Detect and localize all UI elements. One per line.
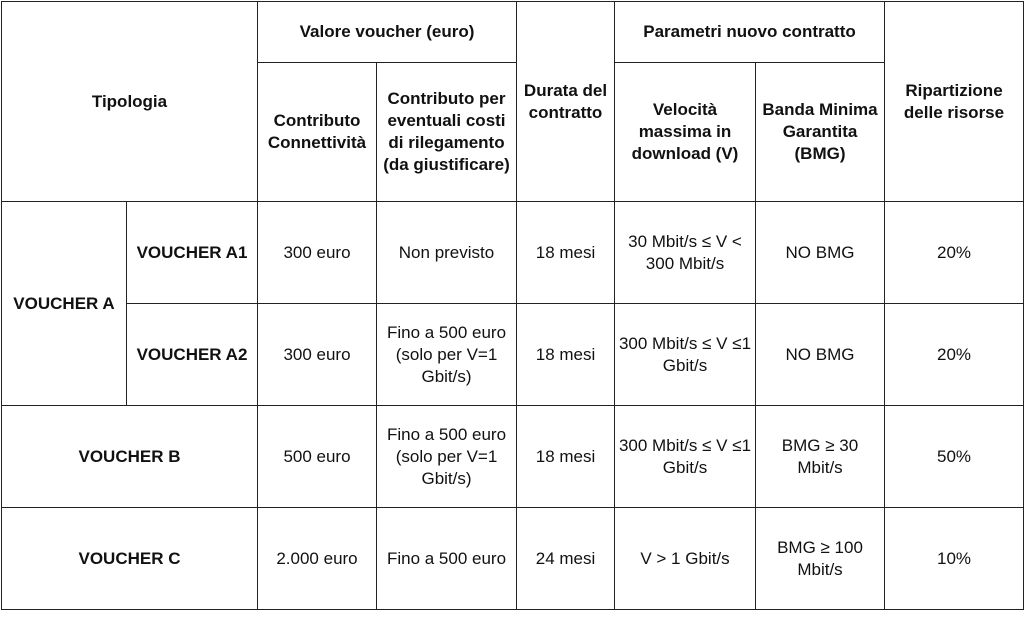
header-contributo-rilegamento: Contributo per eventuali costi di rilegamento (da giustificare) [377,63,517,202]
row-velocita: 300 Mbit/s ≤ V ≤1 Gbit/s [615,304,756,406]
row-ripartizione: 20% [885,304,1024,406]
voucher-table [1,1,1024,610]
voucher-a-label: VOUCHER A [2,202,127,406]
row-durata: 18 mesi [517,304,615,406]
header-banda: Banda Minima Garantita (BMG) [756,63,885,202]
row-durata: 24 mesi [517,508,615,610]
row-velocita: 300 Mbit/s ≤ V ≤1 Gbit/s [615,406,756,508]
row-durata: 18 mesi [517,202,615,304]
row-tipologia: VOUCHER B [2,406,258,508]
header-contributo-connettivita: Contributo Connettività [258,63,377,202]
header-tipologia: Tipologia [2,2,258,202]
row-contributo: 300 euro [258,202,377,304]
row-rilegamento: Fino a 500 euro (solo per V=1 Gbit/s) [377,304,517,406]
header-velocita: Velocità massima in download (V) [615,63,756,202]
row-bmg: BMG ≥ 100 Mbit/s [756,508,885,610]
row-contributo: 500 euro [258,406,377,508]
table-row [2,508,1024,610]
row-bmg: NO BMG [756,304,885,406]
row-velocita: 30 Mbit/s ≤ V < 300 Mbit/s [615,202,756,304]
header-parametri: Parametri nuovo contratto [615,2,885,63]
row-ripartizione: 50% [885,406,1024,508]
row-ripartizione: 20% [885,202,1024,304]
row-rilegamento: Non previsto [377,202,517,304]
table-row [2,304,1024,406]
row-tipologia: VOUCHER A1 [127,202,258,304]
header-valore-voucher: Valore voucher (euro) [258,2,517,63]
row-contributo: 300 euro [258,304,377,406]
table-row [2,202,1024,304]
row-rilegamento: Fino a 500 euro (solo per V=1 Gbit/s) [377,406,517,508]
row-tipologia: VOUCHER C [2,508,258,610]
row-velocita: V > 1 Gbit/s [615,508,756,610]
header-row-1 [2,2,1024,63]
row-ripartizione: 10% [885,508,1024,610]
row-contributo: 2.000 euro [258,508,377,610]
header-ripartizione: Ripartizione delle risorse [885,2,1024,202]
table-row [2,406,1024,508]
row-tipologia: VOUCHER A2 [127,304,258,406]
header-durata: Durata del contratto [517,2,615,202]
row-rilegamento: Fino a 500 euro [377,508,517,610]
row-durata: 18 mesi [517,406,615,508]
row-bmg: BMG ≥ 30 Mbit/s [756,406,885,508]
row-bmg: NO BMG [756,202,885,304]
